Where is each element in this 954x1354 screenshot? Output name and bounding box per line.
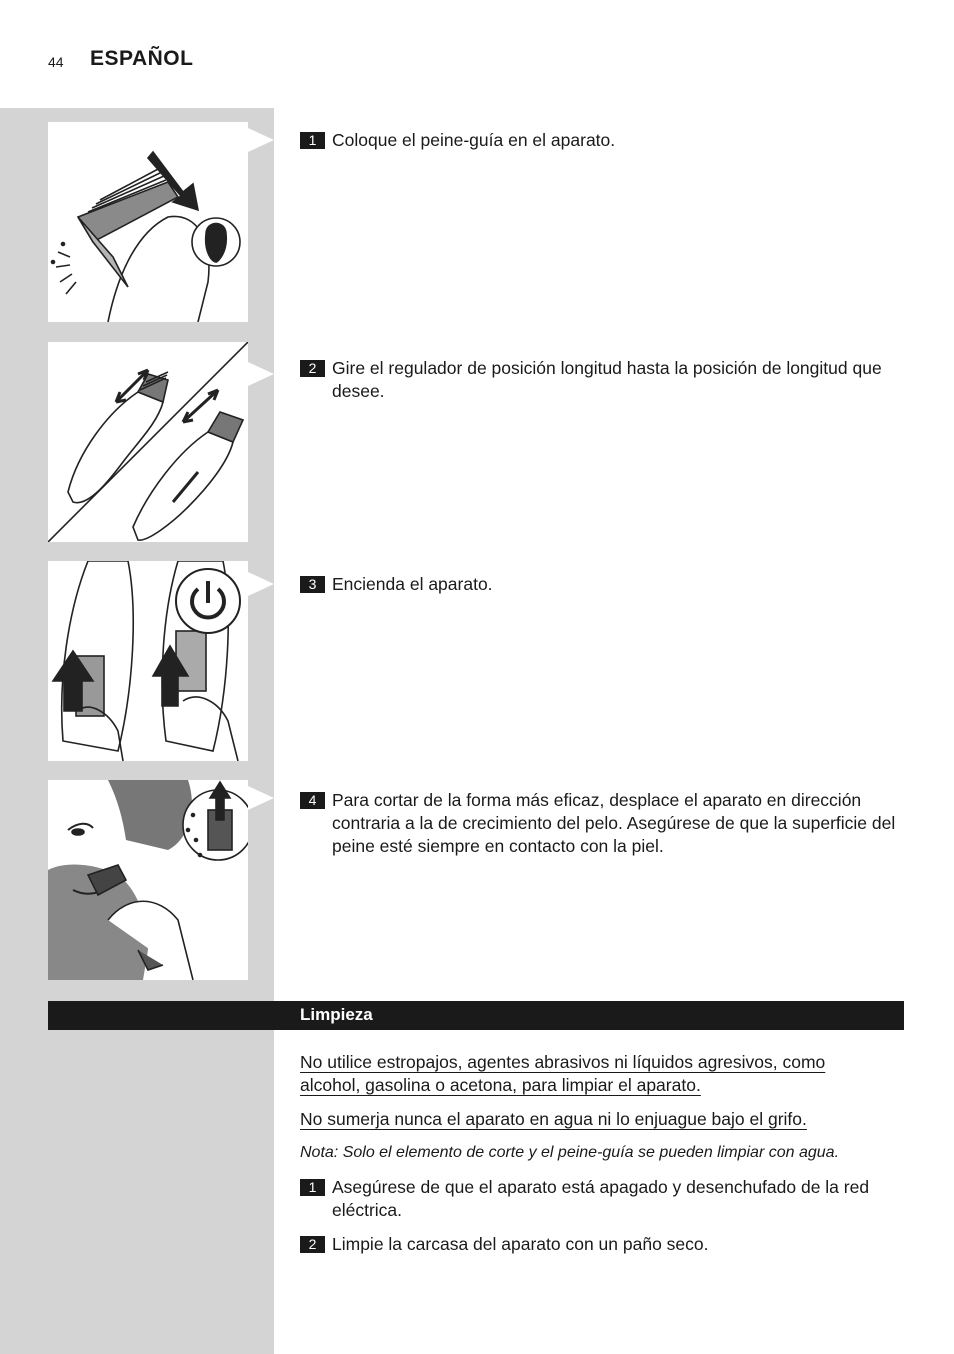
instruction-step [300, 573, 904, 596]
figure-pointer [248, 362, 274, 386]
section-heading-bar [48, 1001, 904, 1030]
step-text: Gire el regulador de posición longitud hasta la posición de longitud que desee. [332, 358, 882, 401]
figure-pointer [248, 572, 274, 596]
instruction-step [300, 129, 904, 152]
step-number: 1 [300, 132, 325, 149]
note-text: Nota: Solo el elemento de corte y el peine-guía se pueden limpiar con agua. [300, 1144, 840, 1161]
step-text: Limpie la carcasa del aparato con un paño seco. [332, 1234, 709, 1254]
step-text: Encienda el aparato. [332, 574, 493, 594]
step-text: Coloque el peine-guía en el aparato. [332, 130, 616, 150]
figure-pointer [248, 128, 274, 152]
instruction-step [300, 1233, 904, 1256]
step-text: Para cortar de la forma más eficaz, desplace el aparato en dirección contraria a la de crecimiento del pelo. Asegúrese de que la superficie del peine esté siempre en contacto con la piel. [332, 790, 896, 856]
warning-text [300, 1108, 904, 1131]
step-number: 1 [300, 1179, 325, 1196]
step-number: 2 [300, 360, 325, 377]
warning-text-content: No sumerja nunca el aparato en agua ni lo enjuague bajo el grifo. [300, 1109, 807, 1129]
page-number: 44 [48, 54, 64, 70]
step-number: 2 [300, 1236, 325, 1253]
trimmer-use-on-beard-illustration [48, 780, 248, 980]
trimmer-power-on-illustration [48, 561, 248, 761]
language-heading: ESPAÑOL [90, 47, 194, 70]
step-number: 3 [300, 576, 325, 593]
warning-text [300, 1051, 860, 1097]
step-number: 4 [300, 792, 325, 809]
instruction-step [300, 357, 904, 403]
trimmer-attach-comb-illustration [48, 122, 248, 322]
trimmer-length-adjust-illustration [48, 342, 248, 542]
warning-text-content: No utilice estropajos, agentes abrasivos ni líquidos agresivos, como alcohol, gasolina o acetona, para limpiar el aparato. [300, 1052, 826, 1095]
section-title: Limpieza [300, 1005, 373, 1024]
instruction-step [300, 1176, 904, 1222]
step-text: Asegúrese de que el aparato está apagado y desenchufado de la red eléctrica. [332, 1177, 870, 1220]
figure-pointer [248, 786, 274, 810]
instruction-step [300, 789, 904, 858]
